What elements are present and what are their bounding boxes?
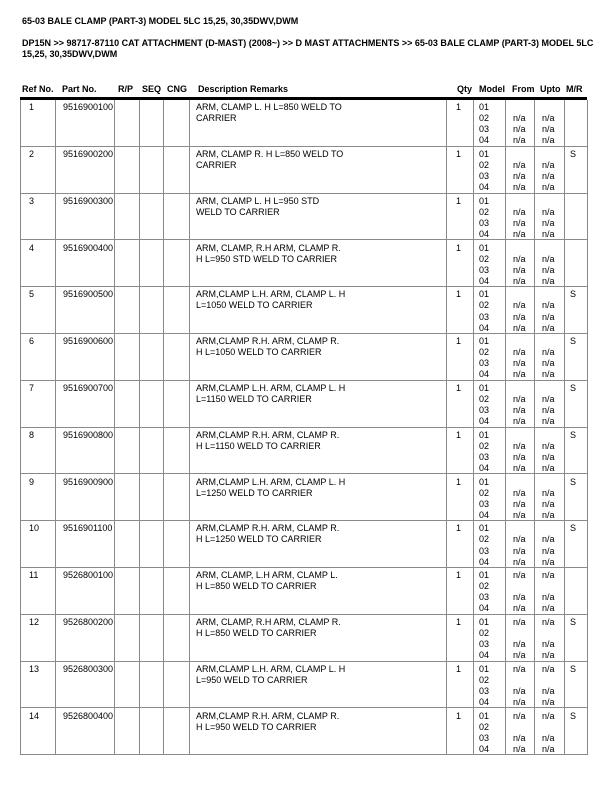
part-no-cell: 9516900300 (56, 194, 115, 240)
rp-cell (115, 147, 140, 193)
ref-no-cell: 11 (21, 568, 56, 614)
rp-cell (115, 194, 140, 240)
cng-cell (164, 662, 190, 708)
rp-cell (115, 474, 140, 520)
upto-cell: n/a n/a n/a (535, 100, 565, 146)
seq-cell (140, 662, 164, 708)
upto-cell: n/a n/a n/a (535, 474, 565, 520)
mr-cell (565, 194, 588, 240)
qty-cell: 1 (447, 287, 474, 333)
upto-cell: n/a n/a n/a (535, 428, 565, 474)
column-header-model: Model (479, 84, 505, 94)
upto-cell: n/a n/a n/a (535, 381, 565, 427)
part-no-cell: 9516900800 (56, 428, 115, 474)
qty-cell: 1 (447, 615, 474, 661)
cng-cell (164, 381, 190, 427)
description-cell: ARM,CLAMP R.H. ARM, CLAMP R. H L=1150 WELD TO CARRIER (190, 428, 447, 474)
seq-cell (140, 194, 164, 240)
ref-no-cell: 9 (21, 474, 56, 520)
qty-cell: 1 (447, 194, 474, 240)
from-cell: n/a n/a n/a (506, 428, 535, 474)
mr-cell (565, 568, 588, 614)
part-no-cell: 9516900100 (56, 100, 115, 146)
part-no-cell: 9526800400 (56, 708, 115, 754)
cng-cell (164, 334, 190, 380)
mr-cell: S (565, 708, 588, 754)
cng-cell (164, 521, 190, 567)
cng-cell (164, 615, 190, 661)
qty-cell: 1 (447, 708, 474, 754)
description-cell: ARM,CLAMP L.H. ARM, CLAMP L. H L=950 WELD TO CARRIER (190, 662, 447, 708)
seq-cell (140, 428, 164, 474)
model-cell: 01 02 03 04 (474, 521, 506, 567)
table-row (21, 100, 588, 147)
upto-cell: n/a n/a n/a (535, 568, 565, 614)
from-cell: n/a n/a n/a (506, 147, 535, 193)
part-no-cell: 9516900600 (56, 334, 115, 380)
model-cell: 01 02 03 04 (474, 708, 506, 754)
column-header-upto: Upto (540, 84, 561, 94)
parts-table (20, 100, 588, 755)
ref-no-cell: 14 (21, 708, 56, 754)
from-cell: n/a n/a n/a (506, 708, 535, 754)
column-header-m-r: M/R (566, 84, 583, 94)
seq-cell (140, 287, 164, 333)
rp-cell (115, 287, 140, 333)
column-header-ref-no: Ref No. (22, 84, 54, 94)
rp-cell (115, 568, 140, 614)
from-cell: n/a n/a n/a (506, 615, 535, 661)
mr-cell (565, 240, 588, 286)
cng-cell (164, 474, 190, 520)
upto-cell: n/a n/a n/a (535, 194, 565, 240)
seq-cell (140, 708, 164, 754)
from-cell: n/a n/a n/a (506, 474, 535, 520)
ref-no-cell: 3 (21, 194, 56, 240)
qty-cell: 1 (447, 240, 474, 286)
description-cell: ARM,CLAMP R.H. ARM, CLAMP R. H L=1050 WELD TO CARRIER (190, 334, 447, 380)
column-header-seq: SEQ (142, 84, 162, 94)
qty-cell: 1 (447, 428, 474, 474)
model-cell: 01 02 03 04 (474, 381, 506, 427)
part-no-cell: 9516900500 (56, 287, 115, 333)
description-cell: ARM,CLAMP R.H. ARM, CLAMP R. H L=1250 WELD TO CARRIER (190, 521, 447, 567)
ref-no-cell: 10 (21, 521, 56, 567)
table-row (21, 240, 588, 287)
model-cell: 01 02 03 04 (474, 194, 506, 240)
seq-cell (140, 474, 164, 520)
part-no-cell: 9526800300 (56, 662, 115, 708)
upto-cell: n/a n/a n/a (535, 708, 565, 754)
rp-cell (115, 334, 140, 380)
column-header-part-no: Part No. (62, 84, 97, 94)
table-header-row (20, 84, 587, 97)
model-cell: 01 02 03 04 (474, 474, 506, 520)
description-cell: ARM, CLAMP L. H L=850 WELD TO CARRIER (190, 100, 447, 146)
table-row (21, 662, 588, 709)
description-cell: ARM,CLAMP R.H. ARM, CLAMP R. H L=950 WELD TO CARRIER (190, 708, 447, 754)
from-cell: n/a n/a n/a (506, 194, 535, 240)
rp-cell (115, 428, 140, 474)
from-cell: n/a n/a n/a (506, 334, 535, 380)
table-row (21, 428, 588, 475)
rp-cell (115, 662, 140, 708)
part-no-cell: 9516900200 (56, 147, 115, 193)
from-cell: n/a n/a n/a (506, 287, 535, 333)
mr-cell: S (565, 287, 588, 333)
rp-cell (115, 615, 140, 661)
seq-cell (140, 521, 164, 567)
qty-cell: 1 (447, 334, 474, 380)
table-row (21, 615, 588, 662)
ref-no-cell: 13 (21, 662, 56, 708)
mr-cell: S (565, 521, 588, 567)
description-cell: ARM, CLAMP, R.H ARM, CLAMP R. H L=950 STD WELD TO CARRIER (190, 240, 447, 286)
qty-cell: 1 (447, 568, 474, 614)
table-row (21, 708, 588, 755)
upto-cell: n/a n/a n/a (535, 287, 565, 333)
description-cell: ARM, CLAMP, L.H ARM, CLAMP L. H L=850 WELD TO CARRIER (190, 568, 447, 614)
upto-cell: n/a n/a n/a (535, 334, 565, 380)
model-cell: 01 02 03 04 (474, 100, 506, 146)
seq-cell (140, 381, 164, 427)
model-cell: 01 02 03 04 (474, 147, 506, 193)
qty-cell: 1 (447, 521, 474, 567)
table-row (21, 334, 588, 381)
seq-cell (140, 568, 164, 614)
mr-cell: S (565, 381, 588, 427)
from-cell: n/a n/a n/a (506, 521, 535, 567)
column-header-cng: CNG (167, 84, 187, 94)
part-no-cell: 9516900700 (56, 381, 115, 427)
upto-cell: n/a n/a n/a (535, 240, 565, 286)
upto-cell: n/a n/a n/a (535, 615, 565, 661)
ref-no-cell: 1 (21, 100, 56, 146)
rp-cell (115, 240, 140, 286)
from-cell: n/a n/a n/a (506, 381, 535, 427)
ref-no-cell: 8 (21, 428, 56, 474)
rp-cell (115, 381, 140, 427)
part-no-cell: 9526800200 (56, 615, 115, 661)
cng-cell (164, 240, 190, 286)
mr-cell: S (565, 615, 588, 661)
qty-cell: 1 (447, 662, 474, 708)
mr-cell (565, 100, 588, 146)
part-no-cell: 9516901100 (56, 521, 115, 567)
description-cell: ARM, CLAMP L. H L=950 STD WELD TO CARRIER (190, 194, 447, 240)
seq-cell (140, 240, 164, 286)
description-cell: ARM, CLAMP, R.H ARM, CLAMP R. H L=850 WELD TO CARRIER (190, 615, 447, 661)
description-cell: ARM,CLAMP L.H. ARM, CLAMP L. H L=1150 WELD TO CARRIER (190, 381, 447, 427)
seq-cell (140, 147, 164, 193)
cng-cell (164, 147, 190, 193)
model-cell: 01 02 03 04 (474, 568, 506, 614)
model-cell: 01 02 03 04 (474, 287, 506, 333)
cng-cell (164, 100, 190, 146)
description-cell: ARM,CLAMP L.H. ARM, CLAMP L. H L=1250 WELD TO CARRIER (190, 474, 447, 520)
cng-cell (164, 287, 190, 333)
part-no-cell: 9516900400 (56, 240, 115, 286)
page-title: 65-03 BALE CLAMP (PART-3) MODEL 5LC 15,25, 30,35DWV,DWM (22, 16, 299, 26)
upto-cell: n/a n/a n/a (535, 662, 565, 708)
mr-cell: S (565, 662, 588, 708)
cng-cell (164, 568, 190, 614)
mr-cell: S (565, 428, 588, 474)
column-header-r-p: R/P (118, 84, 134, 94)
table-row (21, 287, 588, 334)
ref-no-cell: 2 (21, 147, 56, 193)
from-cell: n/a n/a n/a (506, 662, 535, 708)
seq-cell (140, 334, 164, 380)
column-header-from: From (512, 84, 535, 94)
model-cell: 01 02 03 04 (474, 615, 506, 661)
table-row (21, 194, 588, 241)
part-no-cell: 9526800100 (56, 568, 115, 614)
model-cell: 01 02 03 04 (474, 240, 506, 286)
description-cell: ARM,CLAMP L.H. ARM, CLAMP L. H L=1050 WELD TO CARRIER (190, 287, 447, 333)
ref-no-cell: 12 (21, 615, 56, 661)
from-cell: n/a n/a n/a (506, 100, 535, 146)
part-no-cell: 9516900900 (56, 474, 115, 520)
mr-cell: S (565, 334, 588, 380)
seq-cell (140, 100, 164, 146)
rp-cell (115, 521, 140, 567)
upto-cell: n/a n/a n/a (535, 147, 565, 193)
description-cell: ARM, CLAMP R. H L=850 WELD TO CARRIER (190, 147, 447, 193)
upto-cell: n/a n/a n/a (535, 521, 565, 567)
mr-cell: S (565, 147, 588, 193)
model-cell: 01 02 03 04 (474, 334, 506, 380)
column-header-qty: Qty (457, 84, 473, 94)
model-cell: 01 02 03 04 (474, 662, 506, 708)
rp-cell (115, 708, 140, 754)
from-cell: n/a n/a n/a (506, 240, 535, 286)
from-cell: n/a n/a n/a (506, 568, 535, 614)
qty-cell: 1 (447, 381, 474, 427)
cng-cell (164, 194, 190, 240)
qty-cell: 1 (447, 100, 474, 146)
model-cell: 01 02 03 04 (474, 428, 506, 474)
table-row (21, 147, 588, 194)
cng-cell (164, 708, 190, 754)
cng-cell (164, 428, 190, 474)
table-row (21, 474, 588, 521)
seq-cell (140, 615, 164, 661)
qty-cell: 1 (447, 474, 474, 520)
column-header-description-remarks: Description Remarks (198, 84, 289, 94)
breadcrumb: DP15N >> 98717-87110 CAT ATTACHMENT (D-MAST) (2008~) >> D MAST ATTACHMENTS >> 65-03 BALE CLAMP (PART-3) MODEL 5LC 15,25, 30,35DWV,DWM (22, 38, 594, 59)
table-row (21, 381, 588, 428)
mr-cell: S (565, 474, 588, 520)
ref-no-cell: 4 (21, 240, 56, 286)
rp-cell (115, 100, 140, 146)
table-row (21, 521, 588, 568)
ref-no-cell: 7 (21, 381, 56, 427)
ref-no-cell: 5 (21, 287, 56, 333)
ref-no-cell: 6 (21, 334, 56, 380)
table-row (21, 568, 588, 615)
qty-cell: 1 (447, 147, 474, 193)
